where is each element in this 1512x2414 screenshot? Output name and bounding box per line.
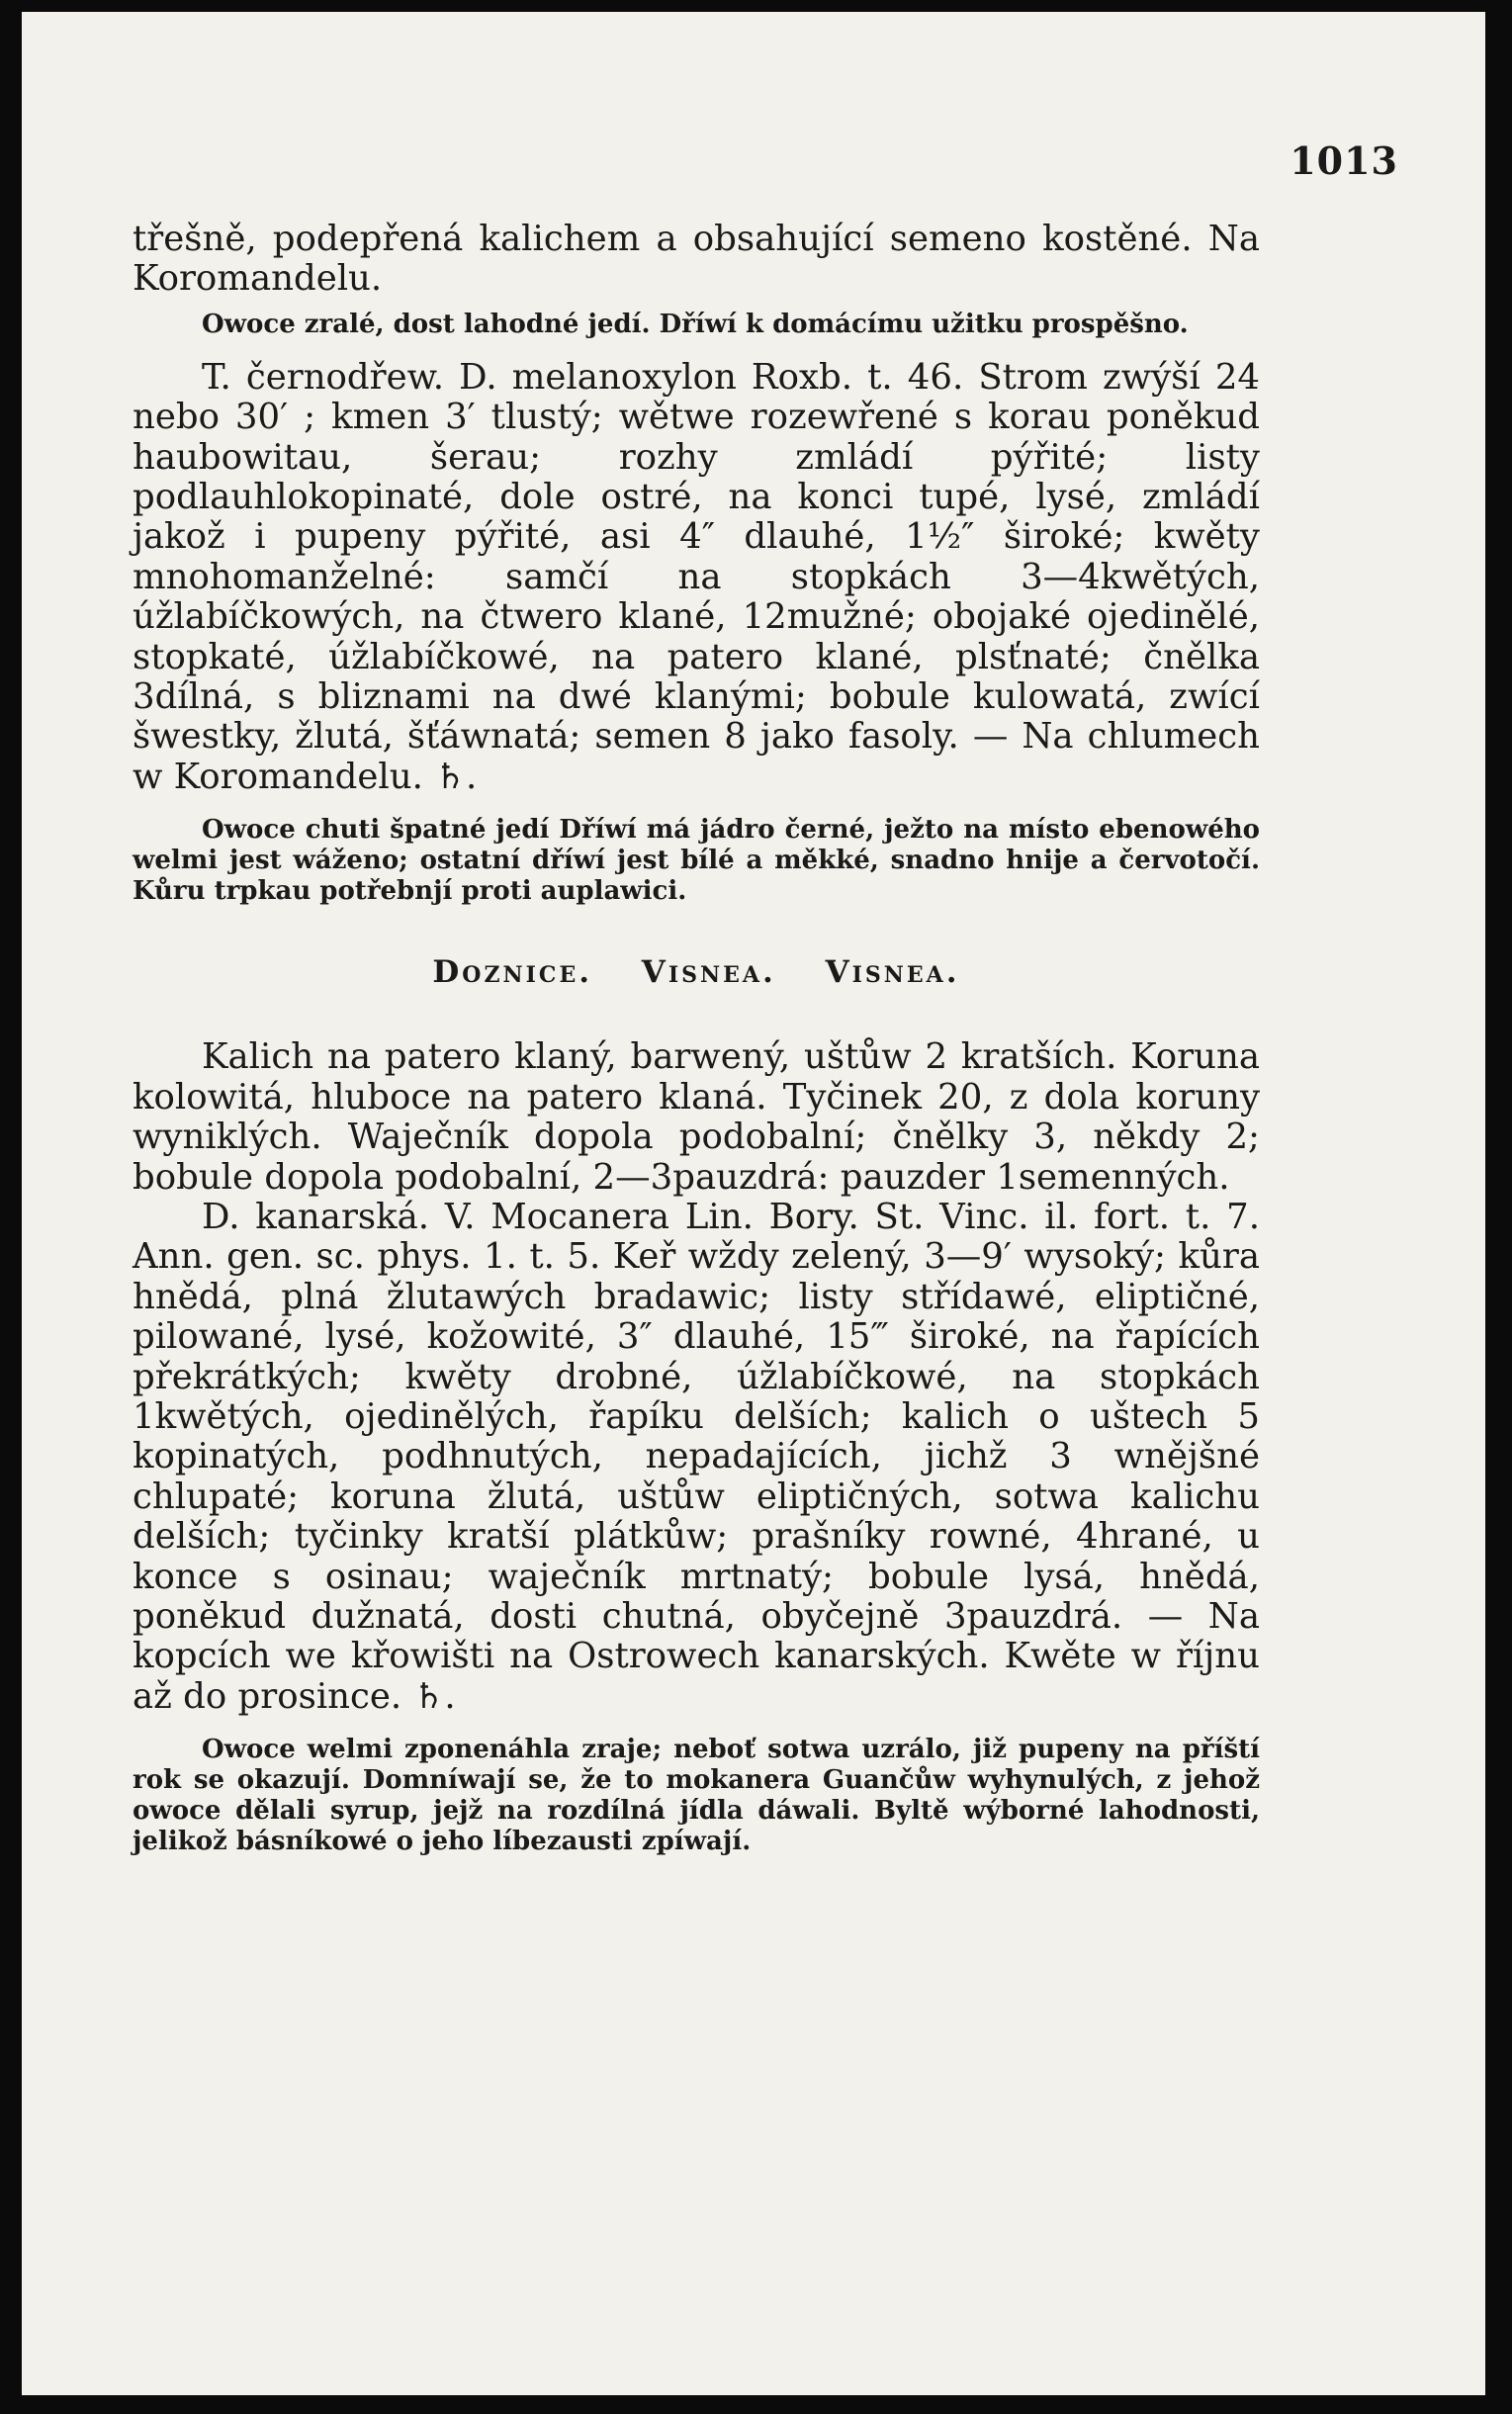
note-fruit-wood: Owoce chuti špatné jedí Dříwí má jádro černé, ježto na místo ebenowého welmi jest wáženo; ostatní dříwí jest bílé a měkké, snadno hnije a červotočí. Kůru trpkau potřebnjí proti auplawici. bbox=[133, 815, 1260, 907]
page-number: 1013 bbox=[1290, 138, 1398, 183]
genus-name-czech: Doznice. bbox=[432, 954, 592, 991]
page-content bbox=[133, 220, 1260, 1857]
book-page bbox=[22, 12, 1485, 2395]
note-ripening: Owoce welmi zponenáhla zraje; neboť sotwa uzrálo, již pupeny na příští rok se okazují. Domníwají se, že to mokanera Guančůw wyhynulých, z jehož owoce dělali syrup, jejž na rozdílná jídla dáwali. Byltě wýborné lahodnosti, jelikož básníkowé o jeho líbezausti zpíwají. bbox=[133, 1735, 1260, 1857]
genus-name-latin: Visnea. bbox=[641, 954, 776, 991]
species-description-kanarska: D. kanarská. V. Mocanera Lin. Bory. St. Vinc. il. fort. t. 7. Ann. gen. sc. phys. 1. t. 5. Keř wždy zelený, 3—9′ wysoký; kůra hnědá, plná žlutawých bradawic; listy střídawé, eliptičné, pilowané, lysé, kožowité, 3″ dlauhé, 15‴ široké, na řapících překrátkých; kwěty drobné, úžlabíčkowé, na stopkách 1kwětých, ojedinělých, řapíku delších; kalich o uštech 5 kopinatých, podhnutých, nepadajících, jichž 3 wnějšné chlupaté; koruna žlutá, uštůw eliptičných, sotwa kalichu delších; tyčinky kratší plátkůw; prašníky rowné, 4hrané, u konce s osinau; waječník mrtnatý; bobule lysá, hnědá, poněkud dužnatá, dosti chutná, obyčejně 3pauzdrá. — Na kopcích we křowišti na Ostrowech kanarských. Kwěte w říjnu až do prosince. ♄. bbox=[133, 1196, 1260, 1717]
species-description-melanoxylon: T. černodřew. D. melanoxylon Roxb. t. 46. Strom zwýší 24 nebo 30′ ; kmen 3′ tlustý; wětwe rozewřené s korau poněkud haubowitau, šerau; rozhy zmládí pýřité; listy podlauhlokopinaté, dole ostré, na konci tupé, lysé, zmládí jakož i pupeny pýřité, asi 4″ dlauhé, 1½″ široké; kwěty mnohomanželné: samčí na stopkách 3—4kwětých, úžlabíčkowých, na čtwero klané, 12mužné; obojaké ojedinělé, stopkaté, úžlabíčkowé, na patero klané, plsťnaté; čnělka 3dílná, s bliznami na dwé klanými; bobule kulowatá, zwící šwestky, žlutá, šťáwnatá; semen 8 jako fasoly. — Na chlumech w Koromandelu. ♄. bbox=[133, 356, 1260, 797]
genus-heading bbox=[133, 954, 1260, 990]
note-use: Owoce zralé, dost lahodné jedí. Dříwí k domácímu užitku prospěšno. bbox=[202, 309, 1189, 339]
genus-description: Kalich na patero klaný, barwený, uštůw 2 kratších. Koruna kolowitá, hluboce na patero klaná. Tyčinek 20, z dola koruny wyniklých. Waječník dopola podobalní; čnělky 3, někdy 2; bobule dopola podobalní, 2—3pauzdrá: pauzder 1semenných. bbox=[133, 1036, 1260, 1198]
genus-name-latin-alt: Visnea. bbox=[825, 954, 960, 991]
paragraph-continuation: třešně, podepřená kalichem a obsahující semeno kostěné. Na Koromandelu. bbox=[133, 219, 1260, 300]
